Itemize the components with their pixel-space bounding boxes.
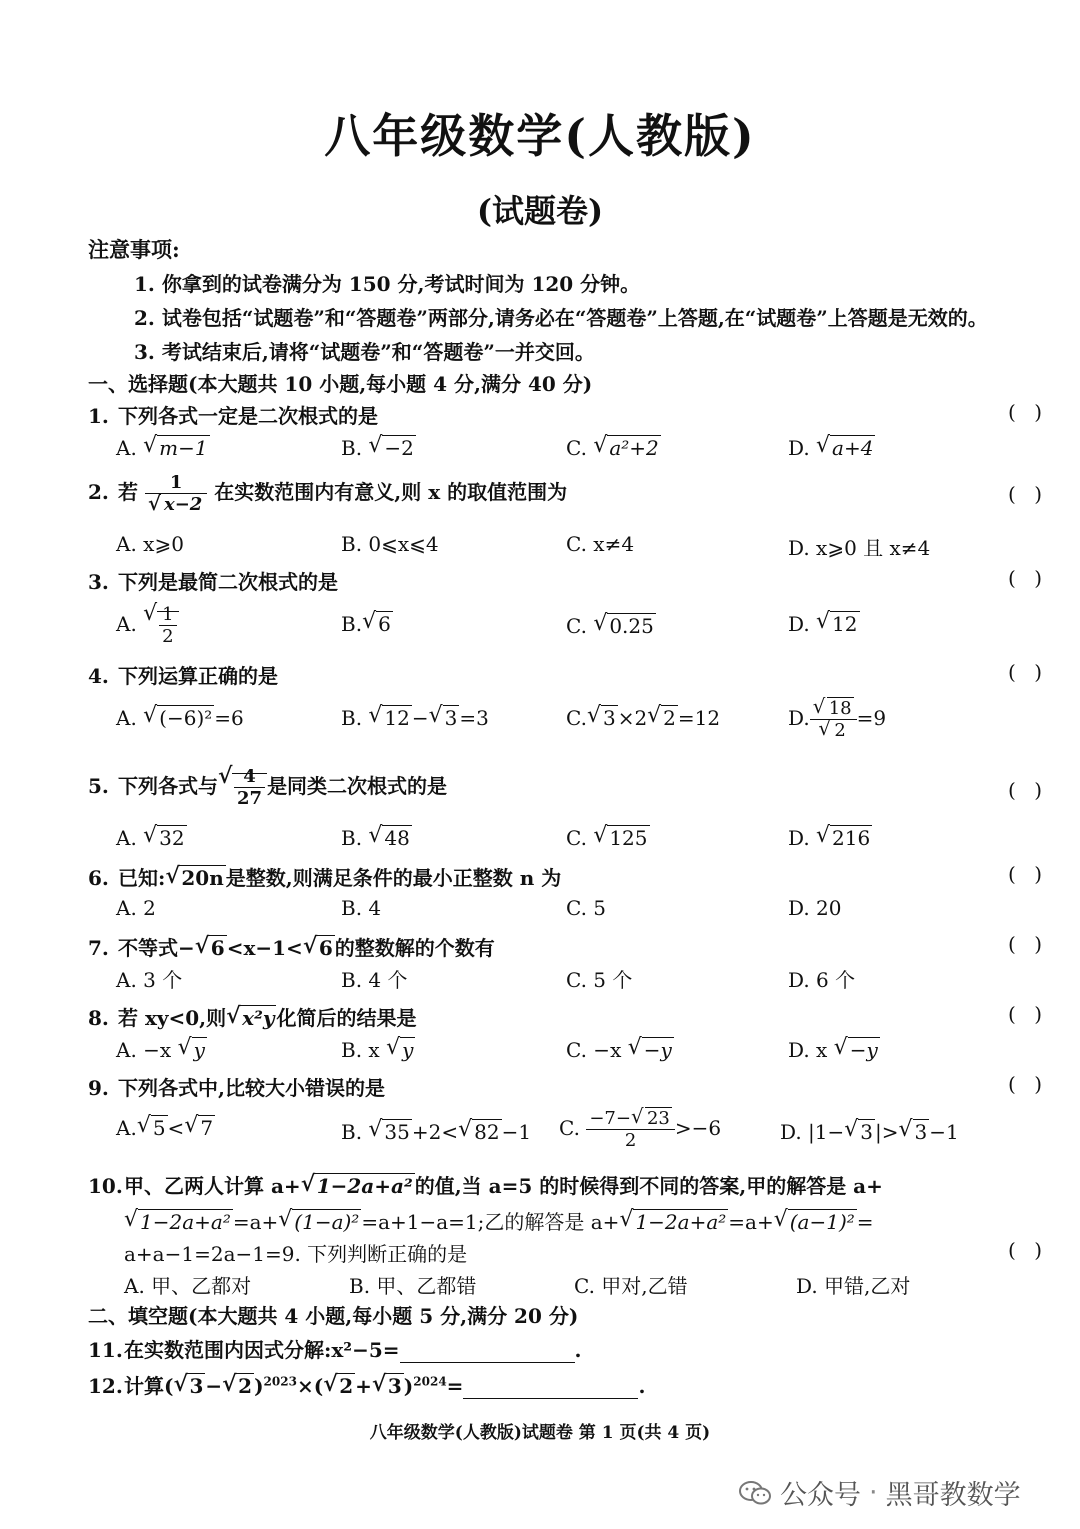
answer-blank — [463, 1378, 638, 1399]
answer-paren: ( ) — [1008, 400, 1048, 424]
options-9 — [116, 1108, 1046, 1156]
options-7 — [116, 964, 1046, 996]
options-8 — [116, 1038, 1046, 1070]
option-c: C. x≠4 — [566, 532, 635, 556]
option-d: D. 20 — [788, 896, 842, 920]
watermark — [738, 1473, 1021, 1512]
question-number: 2. — [88, 480, 109, 504]
question-3: 3. 下列是最简二次根式的是 ( ) — [88, 566, 1048, 594]
option-b: B. 4 — [341, 896, 382, 920]
sqrt-icon: √ (a−1)² — [776, 1210, 857, 1234]
notes-heading: 注意事项: — [88, 237, 180, 262]
sqrt-icon: √ $\frac{1}{2}$ — [145, 604, 178, 647]
question-number: 11. — [88, 1338, 123, 1362]
note-item: 3. 考试结束后,请将“试题卷”和“答题卷”一并交回。 — [134, 340, 595, 364]
question-1 — [88, 400, 1048, 429]
watermark-separator: · — [869, 1477, 878, 1508]
answer-paren: ( ) — [1008, 482, 1048, 506]
sqrt-icon: √ m−1 — [145, 436, 209, 460]
option-a: A. √ m−1 — [116, 436, 210, 460]
sqrt-icon: √ (1−a)² — [280, 1210, 361, 1234]
sqrt-icon: √ 3 — [901, 1120, 930, 1144]
sqrt-icon: √ 1−2a+a² — [303, 1174, 415, 1198]
question-number: 7. — [88, 936, 109, 960]
answer-paren: ( ) — [1008, 1072, 1048, 1096]
option-d: D. x⩾0 且 x≠4 — [788, 536, 931, 560]
watermark-label: 公众号 — [780, 1480, 861, 1511]
option-b: B. 4 个 — [341, 968, 408, 992]
sqrt-icon: √ 2 — [325, 1374, 355, 1398]
answer-paren: ( ) — [1008, 932, 1048, 956]
page-footer: 八年级数学(人教版)试题卷 第 1 页(共 4 页) — [369, 1423, 711, 1443]
option-c: C. 5 — [566, 896, 607, 920]
question-7: 7. 不等式−√ 6 <x−1<√ 6 的整数解的个数有 ( ) — [88, 932, 1048, 961]
question-12: 12.计算(√ 3 −√ 2 )$^{2023}$×(√ 2 +√ 3 )$^{2024}$= . — [88, 1370, 1048, 1399]
option-a: A.√ 5 <√ 7 — [116, 1116, 215, 1140]
answer-paren: ( ) — [1008, 566, 1048, 590]
question-11: 11.在实数范围内因式分解:x²−5= . — [88, 1338, 582, 1362]
sqrt-icon: √ 7 — [186, 1116, 215, 1140]
sqrt-icon: √ −y — [630, 1038, 674, 1062]
option-d: D. 甲错,乙对 — [796, 1274, 911, 1298]
sqrt-icon: √ y — [180, 1038, 207, 1062]
question-number: 9. — [88, 1076, 109, 1100]
sqrt-icon: √ a²+2 — [595, 436, 660, 460]
sqrt-icon: √ 1−2a+a² — [126, 1210, 233, 1234]
option-d: D. 6 个 — [788, 968, 856, 992]
question-number: 5. — [88, 774, 109, 798]
question-4: 4. 下列运算正确的是 ( ) — [88, 660, 1048, 688]
sqrt-icon: √ 125 — [595, 826, 649, 850]
option-b: B. √ −2 — [341, 436, 416, 460]
option-b: B. 0⩽x⩽4 — [341, 532, 439, 556]
question-number: 1. — [88, 404, 109, 428]
option-a: A. 2 — [116, 896, 156, 920]
question-6: 6. 已知:√ 20n 是整数,则满足条件的最小正整数 n 为 ( ) — [88, 862, 1048, 891]
sqrt-icon: √ a+4 — [818, 436, 875, 460]
question-8: 8. 若 xy<0,则√ x²y 化简后的结果是 ( ) — [88, 1002, 1048, 1031]
options-6 — [116, 896, 1046, 928]
page-subtitle: (试题卷) — [476, 192, 604, 230]
option-b: B. 甲、乙都错 — [349, 1274, 477, 1298]
question-10-line3: a+a−1=2a−1=9. 下列判断正确的是 ( ) — [124, 1238, 1048, 1266]
options-1 — [116, 436, 1046, 468]
sqrt-icon: √ 3 — [589, 706, 618, 730]
question-5: 5. 下列各式与 √ $\frac{4}{27}$ 是同类二次根式的是 ( ) — [88, 766, 1048, 816]
option-c: C. $\frac{-7-√ 23}{2}$ >−6 — [559, 1108, 721, 1151]
option-a: A. −x √ y — [116, 1038, 207, 1062]
option-c: C. −x √ −y — [566, 1038, 674, 1062]
note-item: 2. 试卷包括“试题卷”和“答题卷”两部分,请务必在“答题卷”上答题,在“试题卷”上答题是无效的。 — [134, 306, 988, 330]
sqrt-icon: √ 35 — [370, 1120, 411, 1144]
option-d: D. |1−√ 3 |>√ 3 −1 — [780, 1120, 959, 1144]
sqrt-icon: √ x−2 — [150, 494, 204, 515]
wechat-icon — [738, 1480, 772, 1506]
option-d: D. √ a+4 — [788, 436, 875, 460]
sqrt-icon: √ 82 — [460, 1120, 501, 1144]
option-d: D. √ 216 — [788, 826, 872, 850]
sqrt-icon: √ y — [388, 1038, 415, 1062]
sqrt-icon: √ 32 — [145, 826, 186, 850]
watermark-account: 黑哥教数学 — [885, 1480, 1021, 1511]
sqrt-icon: √ 12 — [818, 612, 859, 636]
sqrt-icon: √ 6 — [305, 936, 335, 960]
option-b: B. x √ y — [341, 1038, 415, 1062]
answer-paren: ( ) — [1008, 778, 1048, 802]
option-d: D. x √ −y — [788, 1038, 880, 1062]
option-b: B. √ 12 −√ 3 =3 — [341, 706, 489, 730]
option-a: A. 3 个 — [116, 968, 183, 992]
sqrt-icon: √ 3 — [175, 1374, 205, 1398]
question-number: 6. — [88, 866, 109, 890]
question-2: 2. 若 1 √ x−2 在实数范围内有意义,则 x 的取值范围为 ( ) — [88, 472, 1048, 515]
answer-paren: ( ) — [1008, 1238, 1048, 1262]
section-1-title: 一、选择题(本大题共 10 小题,每小题 4 分,满分 40 分) — [88, 372, 593, 396]
page-title: 八年级数学(人教版) — [324, 109, 756, 163]
sqrt-icon: √ 6 — [364, 612, 393, 636]
options-3 — [116, 604, 1046, 650]
options-10 — [124, 1270, 1054, 1302]
question-9: 9. 下列各式中,比较大小错误的是 ( ) — [88, 1072, 1048, 1100]
answer-paren: ( ) — [1008, 660, 1048, 684]
option-c: C. 甲对,乙错 — [574, 1274, 688, 1298]
sqrt-icon: √ 6 — [197, 936, 227, 960]
options-4 — [116, 698, 1046, 750]
sqrt-icon: √ −y — [836, 1038, 880, 1062]
sqrt-icon: √ 5 — [139, 1116, 168, 1140]
question-number: 8. — [88, 1006, 109, 1030]
sqrt-icon: √ $\frac{4}{27}$ — [220, 766, 267, 809]
sqrt-icon: √ (−6)² — [145, 706, 214, 730]
option-c: C. √ 0.25 — [566, 614, 656, 638]
sqrt-icon: √ 48 — [370, 826, 411, 850]
option-c: C. 5 个 — [566, 968, 633, 992]
option-a: A. 甲、乙都对 — [124, 1274, 252, 1298]
option-c: C. √ 125 — [566, 826, 650, 850]
option-c: C. √ a²+2 — [566, 436, 661, 460]
answer-paren: ( ) — [1008, 1002, 1048, 1026]
options-5 — [116, 826, 1046, 858]
sqrt-icon: √ 2 — [649, 706, 678, 730]
option-d: D. √ 12 — [788, 612, 860, 636]
sqrt-icon: √ 18 — [815, 698, 854, 719]
option-a: A. √ 32 — [116, 826, 187, 850]
option-b: B. √ 48 — [341, 826, 412, 850]
sqrt-icon: √ 3 — [431, 706, 460, 730]
option-c: C.√ 3 ×2√ 2 =12 — [566, 706, 720, 730]
option-d: D. √ 18 √ 2 =9 — [788, 698, 886, 741]
option-a: A. √ (−6)² =6 — [116, 706, 244, 730]
answer-blank — [400, 1342, 575, 1363]
answer-paren: ( ) — [1008, 862, 1048, 886]
question-10-line2: √ 1−2a+a² =a+√ (1−a)² =a+1−a=1;乙的解答是 a+√ 1−2a+a² =a+√ (a−1)² = — [124, 1206, 874, 1235]
sqrt-icon: √ 216 — [818, 826, 872, 850]
option-b: B. √ 35 +2<√ 82 −1 — [341, 1120, 531, 1144]
sqrt-icon: √ −2 — [370, 436, 415, 460]
option-a: A. √ $\frac{1}{2}$ — [116, 604, 179, 647]
options-2 — [116, 532, 1046, 564]
sqrt-icon: √ 2 — [820, 720, 847, 741]
note-item: 1. 你拿到的试卷满分为 150 分,考试时间为 120 分钟。 — [134, 272, 641, 296]
sqrt-icon: √ 12 — [370, 706, 411, 730]
sqrt-icon: √ 2 — [224, 1374, 254, 1398]
fraction: 1 √ x−2 — [145, 472, 207, 515]
option-b: B.√ 6 — [341, 612, 393, 636]
sqrt-icon: √ 1−2a+a² — [621, 1210, 728, 1234]
sqrt-icon: √ 3 — [846, 1120, 875, 1144]
question-number: 12. — [88, 1374, 123, 1398]
question-number: 3. — [88, 570, 109, 594]
question-number: 4. — [88, 664, 109, 688]
question-stem: 下列各式一定是二次根式的是 — [118, 404, 378, 428]
question-10: 10.甲、乙两人计算 a+√ 1−2a+a² 的值,当 a=5 的时候得到不同的答案,甲的解答是 a+ — [88, 1170, 1048, 1199]
option-a: A. x⩾0 — [116, 532, 184, 556]
sqrt-icon: √ 3 — [374, 1374, 404, 1398]
question-number: 10. — [88, 1174, 123, 1198]
sqrt-icon: √ 20n — [167, 866, 225, 890]
sqrt-icon: √ x²y — [228, 1006, 276, 1030]
sqrt-icon: √ 0.25 — [595, 614, 656, 638]
section-2-title: 二、填空题(本大题共 4 小题,每小题 5 分,满分 20 分) — [88, 1304, 579, 1328]
sqrt-icon: √ 23 — [633, 1108, 672, 1129]
